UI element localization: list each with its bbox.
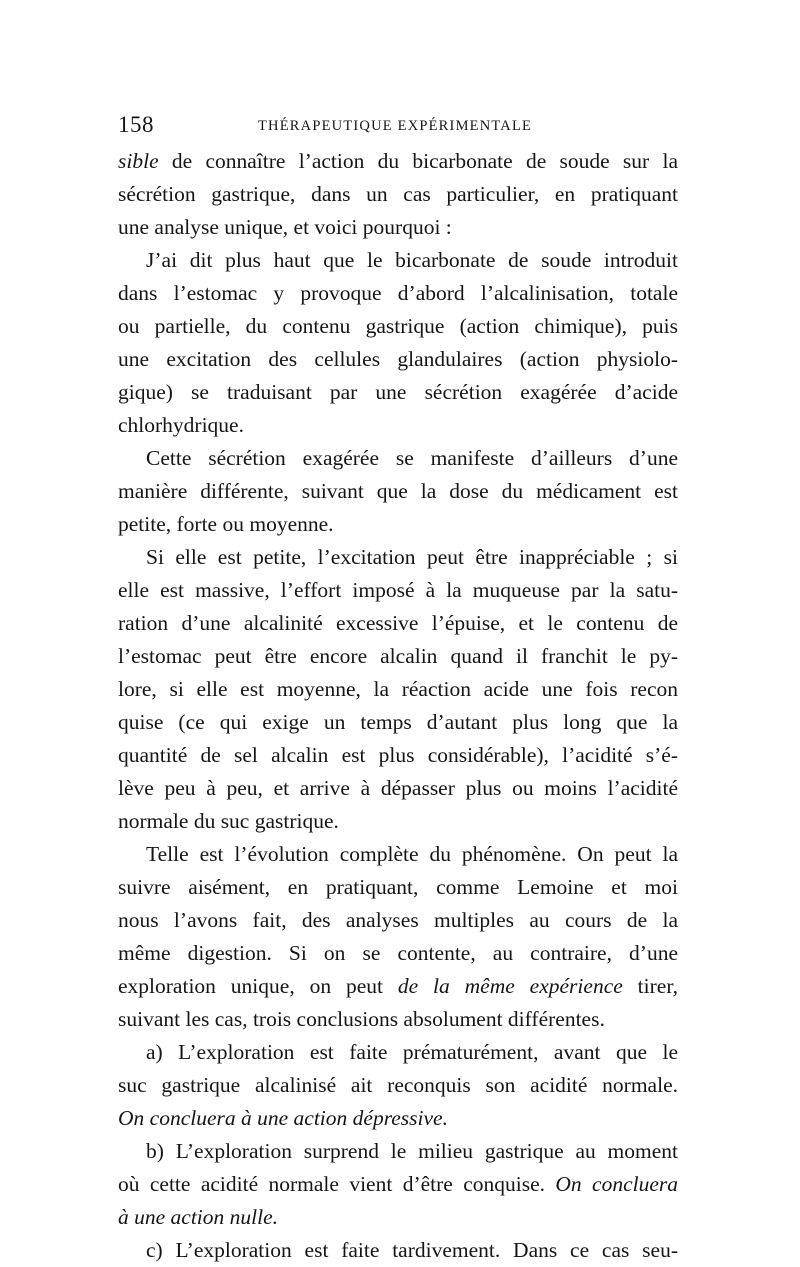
text-line: chlorhydrique.: [118, 413, 244, 437]
text-line: une analyse unique, et voici pourquoi :: [118, 215, 452, 239]
text-line: petite, forte ou moyenne.: [118, 512, 334, 536]
line-text: tirer,: [622, 974, 678, 998]
list-item-b: b) L’exploration surprend le milieu gastrique au moment: [146, 1139, 678, 1163]
line-text: de connaître l’action du bicarbonate de soude sur la: [158, 149, 678, 173]
paragraph-start: Telle est l’évolution complète du phénomène. On peut la: [146, 842, 678, 866]
text-line: ration d’une alcalinité excessive l’épuise, et le contenu de: [118, 611, 678, 635]
list-item-c: c) L’exploration est faite tardivement. Dans ce cas seu-: [146, 1238, 678, 1262]
text-line: l’estomac peut être encore alcalin quand il franchit le py-: [118, 644, 678, 668]
text-line: dans l’estomac y provoque d’abord l’alcalinisation, totale: [118, 281, 678, 305]
italic-phrase: de la même expérience: [397, 974, 623, 998]
line-text: exploration unique, on peut: [118, 974, 398, 998]
paragraph-start: Cette sécrétion exagérée se manifeste d’ailleurs d’une: [146, 446, 678, 470]
italic-word: sible: [118, 149, 159, 173]
text-line: [118, 970, 678, 1003]
running-title: THÉRAPEUTIQUE EXPÉRIMENTALE: [258, 118, 533, 134]
body-text: [118, 145, 678, 1267]
text-line: sécrétion gastrique, dans un cas particulier, en pratiquant: [118, 182, 678, 206]
text-line: lève peu à peu, et arrive à dépasser plus ou moins l’acidité: [118, 776, 678, 800]
text-line: même digestion. Si on se contente, au contraire, d’une: [118, 941, 678, 965]
text-line: nous l’avons fait, des analyses multiples au cours de la: [118, 908, 678, 932]
text-line: suivant les cas, trois conclusions absolument différentes.: [118, 1007, 605, 1031]
text-line: [118, 1168, 678, 1201]
line-text: où cette acidité normale vient d’être conquise.: [118, 1172, 556, 1196]
italic-conclusion: à une action nulle.: [118, 1205, 279, 1229]
italic-phrase: On concluera: [555, 1172, 678, 1196]
list-item-a: a) L’exploration est faite prématurément, avant que le: [146, 1040, 678, 1064]
text-line: gique) se traduisant par une sécrétion exagérée d’acide: [118, 380, 678, 404]
text-line: elle est massive, l’effort imposé à la muqueuse par la satu-: [118, 578, 678, 602]
text-line: quantité de sel alcalin est plus considérable), l’acidité s’é-: [118, 743, 678, 767]
paragraph-start: Si elle est petite, l’excitation peut être inappréciable ; si: [146, 545, 678, 569]
text-line: une excitation des cellules glandulaires (action physiolo-: [118, 347, 678, 371]
text-line: quise (ce qui exige un temps d’autant plus long que la: [118, 710, 678, 734]
text-line: suc gastrique alcalinisé ait reconquis son acidité normale.: [118, 1073, 678, 1097]
paragraph-start: J’ai dit plus haut que le bicarbonate de soude introduit: [146, 248, 678, 272]
italic-conclusion: On concluera à une action dépressive.: [118, 1106, 448, 1130]
text-line: suivre aisément, en pratiquant, comme Lemoine et moi: [118, 875, 678, 899]
text-line: ou partielle, du contenu gastrique (action chimique), puis: [118, 314, 678, 338]
text-line: [118, 145, 678, 178]
text-line: normale du suc gastrique.: [118, 809, 339, 833]
page-header: [118, 112, 678, 142]
text-line: manière différente, suivant que la dose du médicament est: [118, 479, 678, 503]
page-number: 158: [118, 112, 154, 137]
text-line: lore, si elle est moyenne, la réaction acide une fois recon: [118, 677, 678, 701]
